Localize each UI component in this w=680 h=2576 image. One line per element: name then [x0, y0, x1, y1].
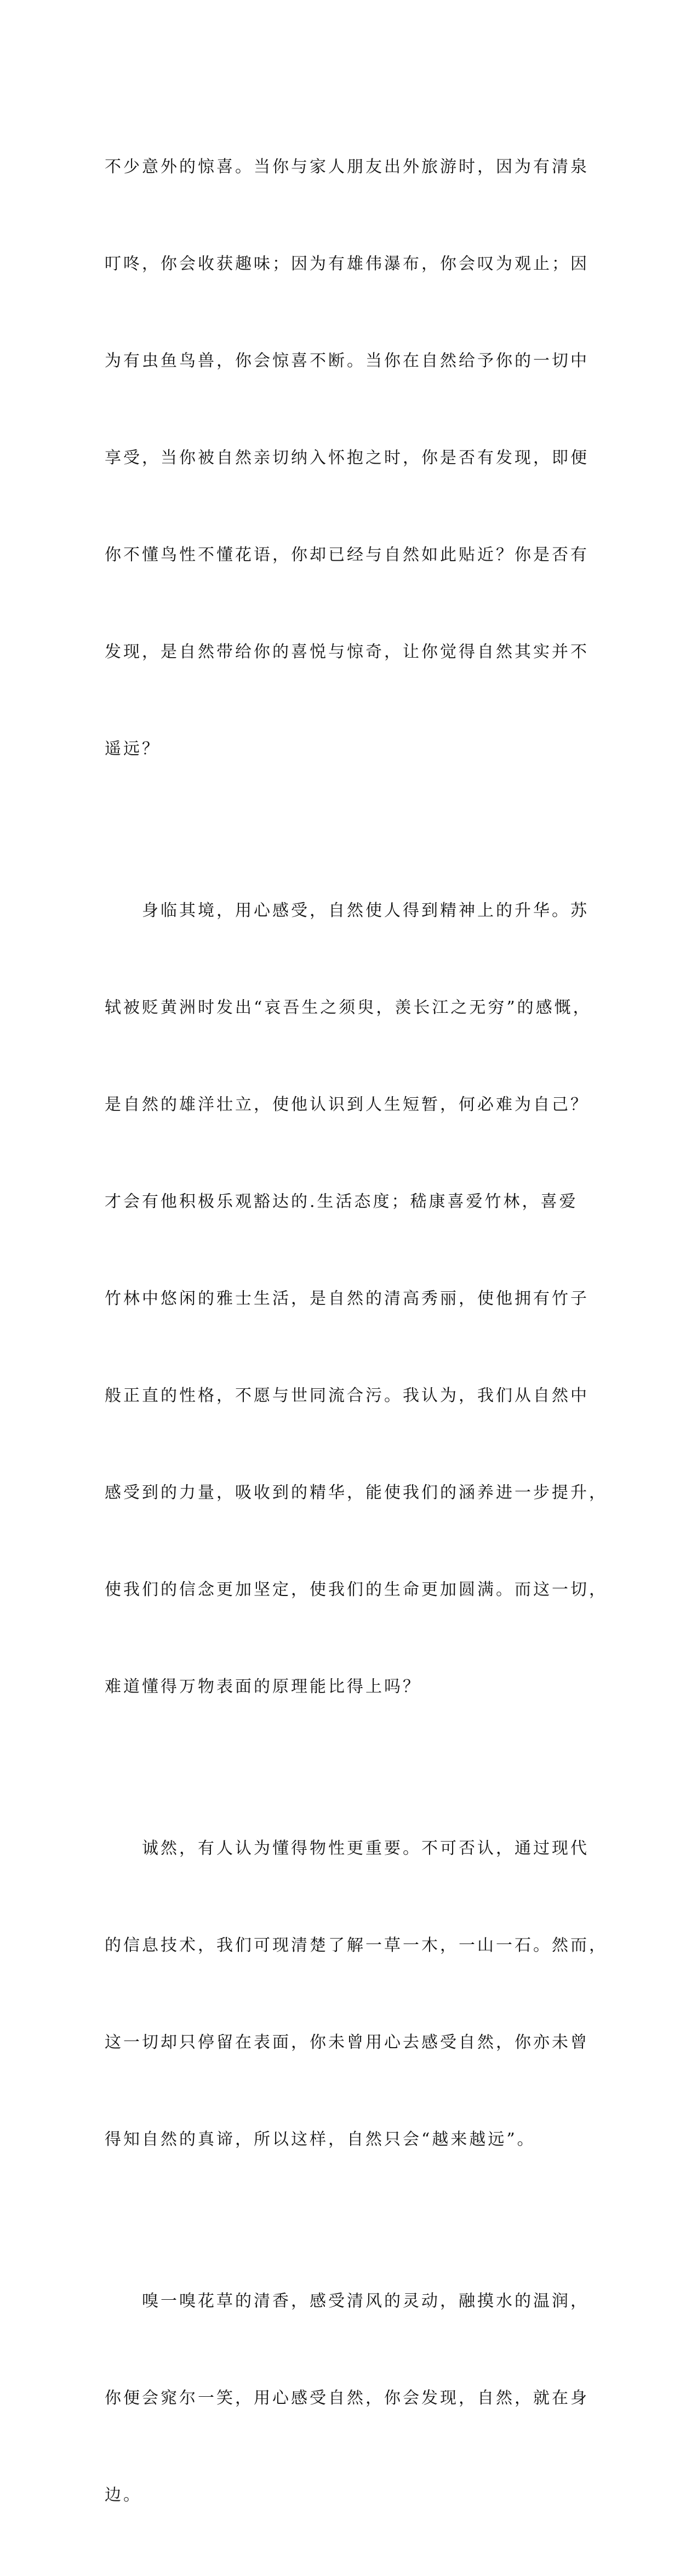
text-line: 发现，是自然带给你的喜悦与惊奇，让你觉得自然其实并不	[105, 642, 589, 662]
text-line: 叮咚，你会收获趣味；因为有雄伟瀑布，你会叹为观止；因	[105, 254, 589, 273]
text-line: 身临其境，用心感受，自然使人得到精神上的升华。苏	[105, 901, 589, 920]
text-line: 是自然的雄洋壮立，使他认识到人生短暂，何必难为自己？	[105, 1095, 589, 1114]
text-line: 不少意外的惊喜。当你与家人朋友出外旅游时，因为有清泉	[105, 157, 589, 176]
text-line: 边。	[105, 2486, 142, 2505]
text-line: 感受到的力量，吸收到的精华，能使我们的涵养进一步提升，	[105, 1483, 608, 1502]
text-line: 为有虫鱼鸟兽，你会惊喜不断。当你在自然给予你的一切中	[105, 351, 589, 371]
text-line: 难道懂得万物表面的原理能比得上吗？	[105, 1677, 421, 1696]
paragraph-1	[105, 86, 589, 830]
text-line: 的信息技术，我们可现清楚了解一草一木，一山一石。然而，	[105, 1936, 608, 1955]
text-line: 嗅一嗅花草的清香，感受清风的灵动，融摸水的温润，	[105, 2292, 589, 2311]
text-line: 你不懂鸟性不懂花语，你却已经与自然如此贴近？你是否有	[105, 545, 589, 565]
text-line: 般正直的性格，不愿与世同流合污。我认为，我们从自然中	[105, 1386, 589, 1405]
text-line: 得知自然的真谛，所以这样，自然只会“越来越远”。	[105, 2130, 536, 2149]
text-line: 这一切却只停留在表面，你未曾用心去感受自然，你亦未曾	[105, 2033, 589, 2052]
paragraph-4	[105, 2220, 589, 2576]
paragraph-2	[105, 830, 608, 1768]
text-line: 享受，当你被自然亲切纳入怀抱之时，你是否有发现，即便	[105, 448, 589, 468]
text-line: 竹林中悠闲的雅士生活，是自然的清高秀丽，使他拥有竹子	[105, 1289, 589, 1308]
text-line: 才会有他积极乐观豁达的.生活态度；嵇康喜爱竹林，喜爱	[105, 1192, 578, 1211]
text-line: 遥远？	[105, 739, 161, 759]
text-line: 使我们的信念更加坚定，使我们的生命更加圆满。而这一切，	[105, 1580, 608, 1599]
text-line: 诚然，有人认为懂得物性更重要。不可否认，通过现代	[105, 1839, 589, 1858]
paragraph-3	[105, 1768, 608, 2220]
text-line: 轼被贬黄洲时发出“哀吾生之须臾，羡长江之无穷”的感慨，	[105, 998, 592, 1017]
text-line: 你便会窕尔一笑，用心感受自然，你会发现，自然，就在身	[105, 2389, 589, 2408]
document-body	[105, 86, 608, 2576]
